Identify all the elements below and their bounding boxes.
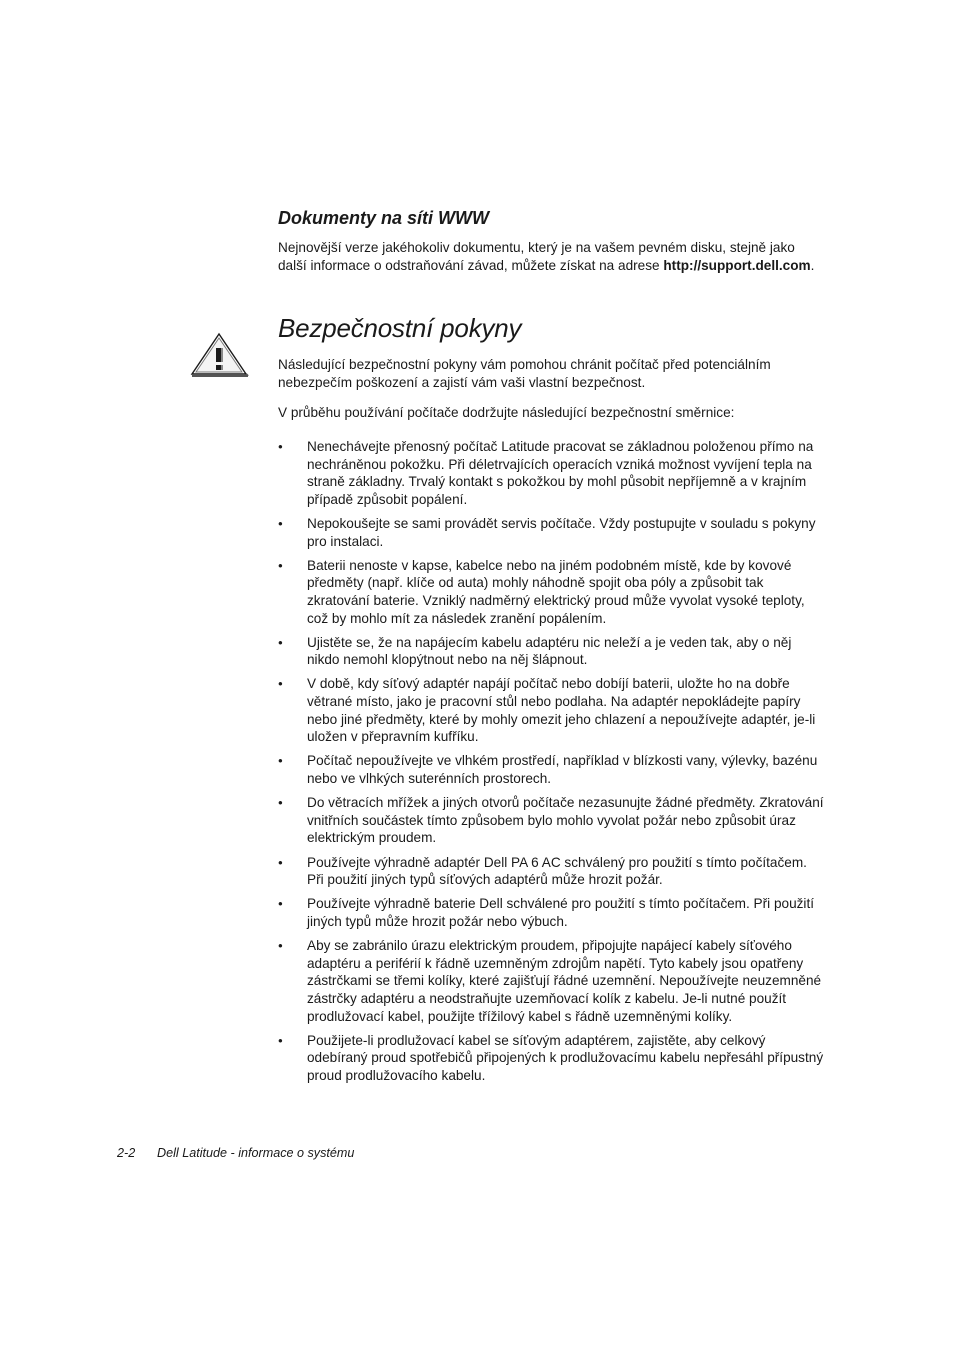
web-documents-paragraph [278, 239, 826, 274]
content-column [278, 206, 826, 1091]
footer-title: Dell Latitude - informace o systému [157, 1146, 355, 1160]
list-item [278, 675, 826, 745]
list-item-text: Používejte výhradně baterie Dell schválené pro použití s tímto počítačem. Při použití jiných typů může hrozit požár nebo výbuch. [307, 896, 814, 929]
list-item [278, 937, 826, 1025]
safety-lead-paragraph: V průběhu používání počítače dodržujte následující bezpečnostní směrnice: [278, 405, 735, 421]
bullet-icon: • [278, 676, 283, 692]
safety-intro-paragraph: Následující bezpečnostní pokyny vám pomohou chránit počítač před potenciálním nebezpečím poškození a zajistí vám vaši vlastní bezpečnost. [278, 357, 771, 390]
web-documents-text-end: . [810, 257, 815, 273]
bullet-icon: • [278, 1032, 283, 1048]
safety-instructions-list [278, 438, 826, 1085]
list-item [278, 752, 826, 787]
warning-triangle-icon [188, 330, 250, 378]
list-item-text: Nepokoušejte se sami provádět servis počítače. Vždy postupujte v souladu s pokyny pro instalaci. [307, 515, 816, 549]
bullet-icon: • [278, 634, 283, 650]
bullet-icon: • [278, 515, 283, 531]
list-item-text: Ujistěte se, že na napájecím kabelu adaptéru nic neleží a je veden tak, aby o něj nikdo nemohl klopýtnout nebo na něj šlápnout. [307, 634, 792, 668]
list-item [278, 515, 826, 550]
list-item [278, 1032, 826, 1085]
list-item-text: Používejte výhradně adaptér Dell PA 6 AC schválený pro použití s tímto počítačem. Při použití jiných typů síťových adaptérů může hrozit požár. [307, 854, 807, 888]
section-title-web-documents: Dokumenty na síti WWW [278, 208, 489, 228]
list-item-text: Do větracích mřížek a jiných otvorů počítače nezasunujte žádné předměty. Zkratování vnitřních součástek tímto způsobem bylo mohlo vyvolat požár nebo způsobit úraz elektrickým proudem. [307, 795, 824, 846]
list-item-text: Baterii nenoste v kapse, kabelce nebo na jiném podobném místě, kde by kovové předměty (např. klíče od auta) mohly náhodně spojit oba póly a způsobit tak zkratování baterie. Vzniklý nadměrný elektrický proud může vyvolat vysoké teploty, což by mohlo mít za následek zranění popálením. [307, 557, 805, 626]
list-item [278, 794, 826, 847]
bullet-icon: • [278, 896, 283, 912]
bullet-icon: • [278, 795, 283, 811]
section-title-safety: Bezpečnostní pokyny [278, 313, 522, 344]
list-item [278, 854, 826, 889]
list-item-text: Použijete-li prodlužovací kabel se síťovým adaptérem, zajistěte, aby celkový odebíraný proud spotřebičů připojených k prodlužovacímu kabelu nepřesáhl přípustný proud prodlužovacího kabelu. [307, 1032, 824, 1083]
bullet-icon: • [278, 557, 283, 573]
list-item-text: Aby se zabránilo úrazu elektrickým proudem, připojujte napájecí kabely síťového adaptéru a periférií k řádně uzemněným zdrojům napětí. Tyto kabely jsou opatřeny zástrčkami se třemi kolíky, které zajišťují řádné uzemnění. Nepoužívejte neuzemněné zástrčky adaptéru a neodstraňujte uzemňovací kolík z kabelu. Je-li nutné použít prodlužovací kabel, použijte třížilový kabel s řádně uzemněnými kolíky. [307, 938, 822, 1024]
web-documents-text: Nejnovější verze jakéhokoliv dokumentu, který je na vašem pevném disku, stejně jako další informace o odstraňování závad, můžete získat na adrese [278, 240, 795, 273]
list-item-text: Počítač nepoužívejte ve vlhkém prostředí, například v blízkosti vany, výlevky, bazénu nebo ve vlhkých suterénních prostorech. [307, 753, 818, 787]
bullet-icon: • [278, 753, 283, 769]
list-item [278, 895, 826, 930]
page-footer [117, 1144, 354, 1162]
bullet-icon: • [278, 854, 283, 870]
page-number: 2-2 [117, 1146, 136, 1160]
support-url: http://support.dell.com [663, 257, 811, 273]
list-item [278, 557, 826, 627]
bullet-icon: • [278, 438, 283, 454]
list-item-text: V době, kdy síťový adaptér napájí počítač nebo dobíjí baterii, uložte ho na dobře větrané místo, jako je pracovní stůl nebo podlaha. Na adaptér nepokládejte papíry nebo jiné předměty, které by mohly omezit jeho chlazení a nepoužívejte adaptér, je-li uložen v přepravním kufříku. [307, 676, 816, 745]
list-item [278, 634, 826, 669]
list-item [278, 438, 826, 508]
list-item-text: Nenechávejte přenosný počítač Latitude pracovat se základnou položenou přímo na nechráněnou pokožku. Při déletrvajících operacích vzniká možnost vyvíjení tepla na straně základny. Trvalý kontakt s pokožkou by mohl působit nepříjemně a v krajním případě způsobit popálení. [307, 438, 814, 507]
bullet-icon: • [278, 938, 283, 954]
